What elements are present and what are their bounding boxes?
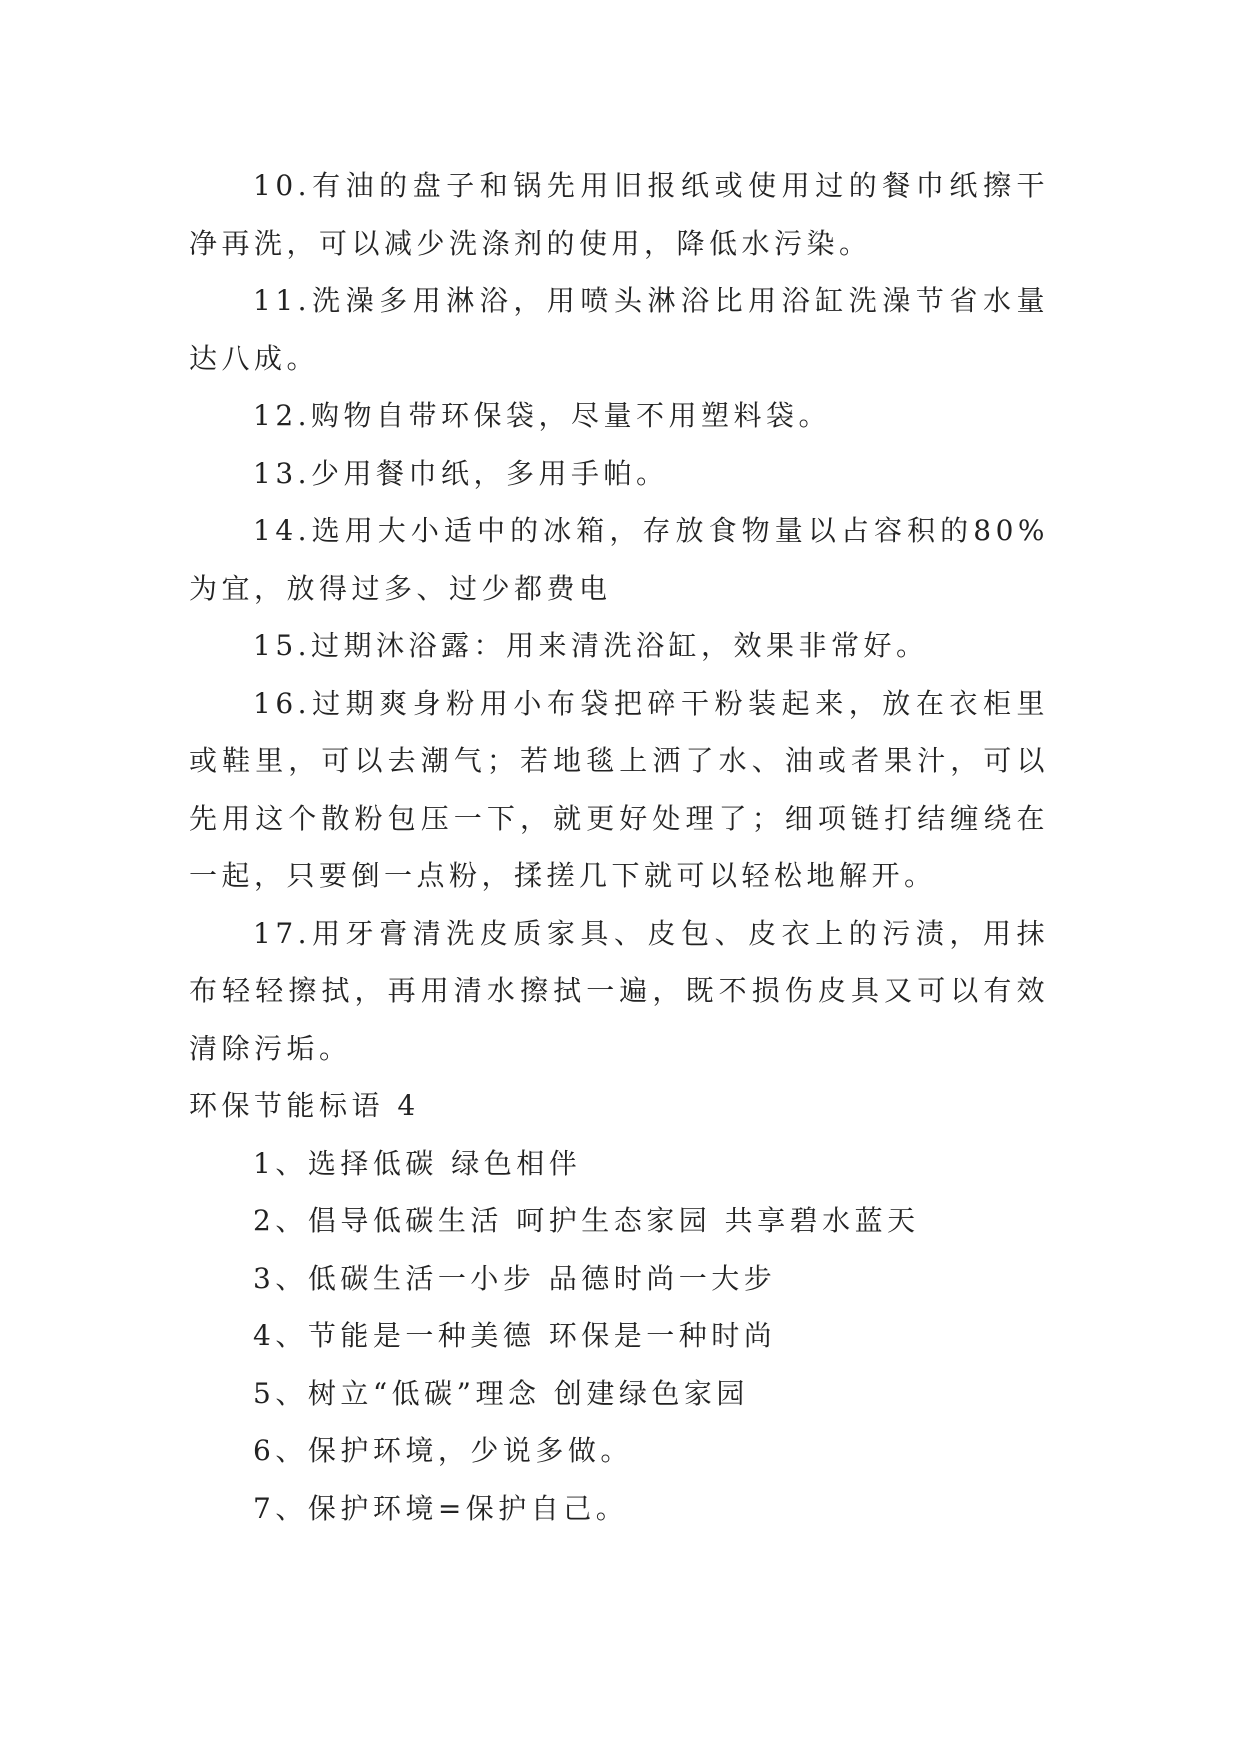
tip-paragraph-11: 11.洗澡多用淋浴，用喷头淋浴比用浴缸洗澡节省水量达八成。 — [189, 284, 1049, 375]
tip-paragraph-10: 10.有油的盘子和锅先用旧报纸或使用过的餐巾纸擦干净再洗，可以减少洗涤剂的使用，降低水污染。 — [189, 169, 1049, 260]
tip-paragraph-13: 13.少用餐巾纸，多用手帕。 — [253, 456, 669, 490]
slogan-item-7: 7、保护环境=保护自己。 — [253, 1491, 629, 1525]
slogan-item-6: 6、保护环境，少说多做。 — [253, 1434, 633, 1467]
document-body — [189, 157, 1049, 1537]
tip-paragraph-14: 14.选用大小适中的冰箱，存放食物量以占容积的80%为宜，放得过多、过少都费电 — [189, 514, 1049, 605]
slogan-item-3: 3、低碳生活一小步 品德时尚一大步 — [253, 1261, 777, 1295]
tip-paragraph-17: 17.用牙膏清洗皮质家具、皮包、皮衣上的污渍，用抹布轻轻擦拭，再用清水擦拭一遍，既不损伤皮具又可以有效清除污垢。 — [189, 916, 1049, 1065]
slogan-item-5: 5、树立“低碳”理念 创建绿色家园 — [253, 1376, 749, 1410]
slogan-item-2: 2、倡导低碳生活 呵护生态家园 共享碧水蓝天 — [253, 1204, 920, 1237]
tip-paragraph-12: 12.购物自带环保袋，尽量不用塑料袋。 — [253, 399, 832, 432]
slogan-item-4: 4、节能是一种美德 环保是一种时尚 — [253, 1319, 777, 1352]
tip-paragraph-15: 15.过期沐浴露：用来清洗浴缸，效果非常好。 — [253, 629, 929, 662]
slogan-item-1: 1、选择低碳 绿色相伴 — [253, 1146, 582, 1180]
tip-paragraph-16: 16.过期爽身粉用小布袋把碎干粉装起来，放在衣柜里或鞋里，可以去潮气；若地毯上洒了水、油或者果汁，可以先用这个散粉包压一下，就更好处理了；细项链打结缠绕在一起，只要倒一点粉，揉搓几下就可以轻松地解开。 — [189, 686, 1049, 892]
section-heading: 环保节能标语 4 — [189, 1089, 420, 1122]
